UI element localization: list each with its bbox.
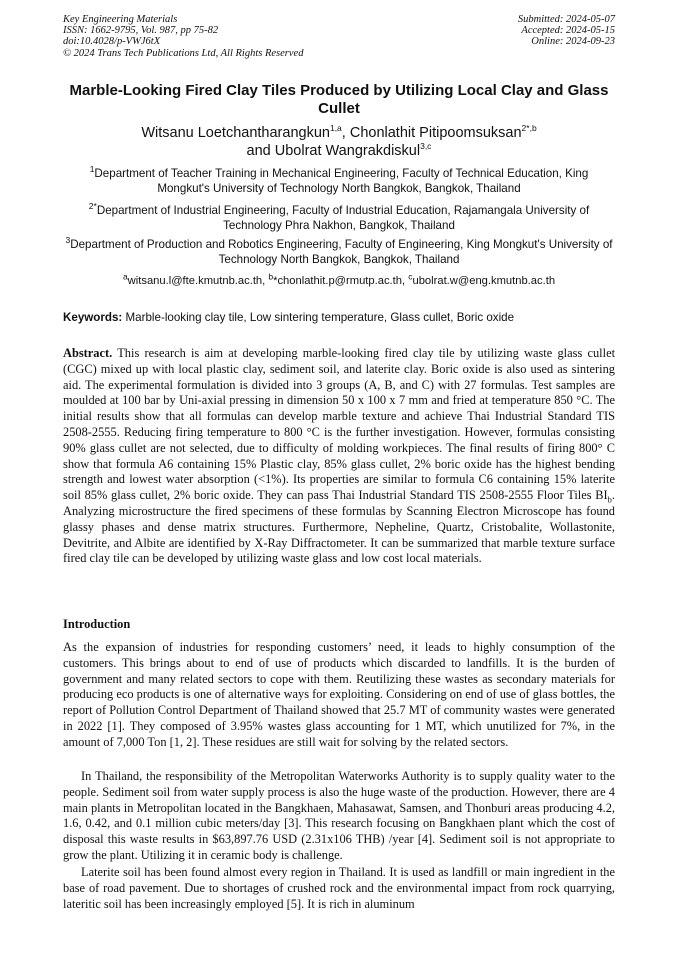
author-emails	[63, 271, 615, 289]
journal-copyright: © 2024 Trans Tech Publications Ltd, All Rights Reserved	[63, 47, 304, 59]
keywords	[63, 310, 615, 325]
author-3-sup: 3,c	[420, 141, 432, 152]
author-2: , Chonlathit Pitipoomsuksan	[341, 125, 522, 141]
email-c-sup: c	[408, 271, 413, 282]
journal-issn: ISSN: 1662-9795, Vol. 987, pp 75-82	[63, 25, 219, 37]
abstract-subscript: b	[607, 494, 612, 505]
affiliation-1-text: Department of Teacher Training in Mechanical Engineering, Faculty of Technical Education, King Mongkut's University of Technology North Bangkok, Bangkok, Thailand	[94, 167, 589, 196]
abstract-text-2: . Analyzing microstructure the fired specimens of these formulas by Scanning Electron Microscope has found glassy phases and dense matrix structures. Furthermore, Nepheline, Quartz, Cristobalite, Wollastonite, Devitrite, and Albite are identified by X-Ray Diffractometer. It can be summarized that marble texture surface fired clay tile can be developed by utilizing waste glass and low cost local materials.	[63, 488, 615, 566]
journal-name: Key Engineering Materials	[63, 14, 178, 25]
date-accepted: Accepted: 2024-05-15	[521, 25, 615, 37]
email-a[interactable]: witsanu.l@fte.kmutnb.ac.th,	[127, 275, 269, 287]
intro-paragraph-1: As the expansion of industries for responding customers’ need, it leads to highly consumption of the customers. This brings about to end of use of products which discarded to landfills. It is the burden of government and many related sectors to cope with them. Reutilizing these wastes as secondary materials for producing eco products is one of alternative ways for exploiting. Considering on end of use of glass bottles, the report of Pollution Control Department of Thailand showed that 25.7 MT of community wastes were generated in 2022 [1]. They composed of 3.95% wastes glass accounting for 1 MT, which unutilized for 7%, in the amount of 7,000 Ton [1, 2]. These residues are still wait for solving by the related sectors.	[63, 640, 615, 749]
email-b[interactable]: *chonlathit.p@rmutp.ac.th,	[273, 275, 409, 287]
author-3: and Ubolrat Wangrakdiskul	[246, 143, 421, 159]
author-1: Witsanu Loetchantharangkun	[141, 125, 330, 141]
email-c[interactable]: ubolrat.w@eng.kmutnb.ac.th	[412, 275, 556, 287]
keywords-label: Keywords:	[63, 311, 123, 324]
abstract-text-1: This research is aim at developing marble-looking fired clay tile by utilizing waste glass cullet (CGC) mixed up with local plastic clay, sediment soil, and laterite clay. Boric oxide is also used as sintering aid. The experimental formulation is divided into 3 groups (A, B, and C) with 27 formulas. Test samples are moulded at 100 bar by Uni-axial pressing in dimension 50 x 100 x 7 mm and fried at temperature 850 °C. The initial results show that all formulas can develop marble texture and achieve Thai Industrial Standard TIS 2508-2555. Reducing firing temperature to 800 °C is the further investigation. However, formulas consisting 90% glass cullet are not selected, due to difficulty of molding workpieces. The final results of firing 800° C show that formula A6 containing 15% Plastic clay, 85% glass cullet, 2% boric oxide has the highest bending strength and lowest water absorption (<1%). Its properties are similar to formula C6 containing 15% laterite soil 85% glass cullet, 2% boric oxide. They can pass Thai Industrial Standard TIS 2508-2555 Floor Tiles BI	[63, 346, 616, 503]
email-a-sup: a	[122, 271, 128, 282]
author-list	[63, 124, 615, 160]
email-b-sup: b	[268, 271, 274, 282]
date-submitted: Submitted: 2024-05-07	[517, 14, 615, 25]
journal-doi: doi:10.4028/p-VWJ6tX	[63, 36, 161, 48]
paper-title: Marble-Looking Fired Clay Tiles Produced by Utilizing Local Clay and Glass Cullet	[69, 82, 609, 117]
affiliation-3-sup: 3	[65, 235, 71, 246]
affiliation-2-text: Department of Industrial Engineering, Faculty of Industrial Education, Rajamangala University of Technology Phra Nakhon, Bangkok, Thailand	[96, 204, 590, 233]
journal-info	[63, 14, 303, 59]
author-1-sup: 1,a	[329, 123, 342, 134]
introduction-heading: Introduction	[63, 617, 131, 631]
abstract-label: Abstract.	[63, 346, 113, 360]
affiliation-2-sup: 2*	[88, 201, 97, 212]
keywords-text: Marble-looking clay tile, Low sintering temperature, Glass cullet, Boric oxide	[125, 311, 515, 324]
abstract	[63, 346, 615, 567]
intro-paragraph-2: In Thailand, the responsibility of the Metropolitan Waterworks Authority is to supply quality water to the people. Sediment soil from water supply process is also the huge waste of the production. However, there are 4 main plants in Metropolitan located in the Bangkhaen, Mahasawat, Samsen, and Thonburi areas producing 4.2, 1.6, 0.42, and 0.1 million cubic meters/day [3]. This research focusing on Bangkhaen plant which the cost of disposal this waste results in $63,897.76 USD (2.31x106 THB) /year [4]. Sediment soil is not appropriate to grow the plant. Utilizing it in ceramic body is challenge.	[63, 769, 615, 862]
date-online: Online: 2024-09-23	[531, 36, 615, 48]
affiliation-3-text: Department of Production and Robotics Engineering, Faculty of Engineering, King Mongkut's University of Technology North Bangkok, Bangkok, Thailand	[70, 238, 613, 267]
affiliation-3	[63, 237, 615, 267]
author-2-sup: 2*,b	[521, 123, 537, 134]
intro-paragraph-3: Laterite soil has been found almost every region in Thailand. It is used as landfill or main ingredient in the base of road pavement. Due to shortages of crushed rock and the environmental impact from rock quarrying, lateritic soil has been increasingly employed [5]. It is rich in aluminum	[63, 865, 615, 911]
affiliation-1-sup: 1	[89, 164, 95, 175]
affiliation-2	[63, 203, 615, 233]
affiliation-1	[63, 166, 615, 196]
publication-dates	[518, 14, 615, 48]
